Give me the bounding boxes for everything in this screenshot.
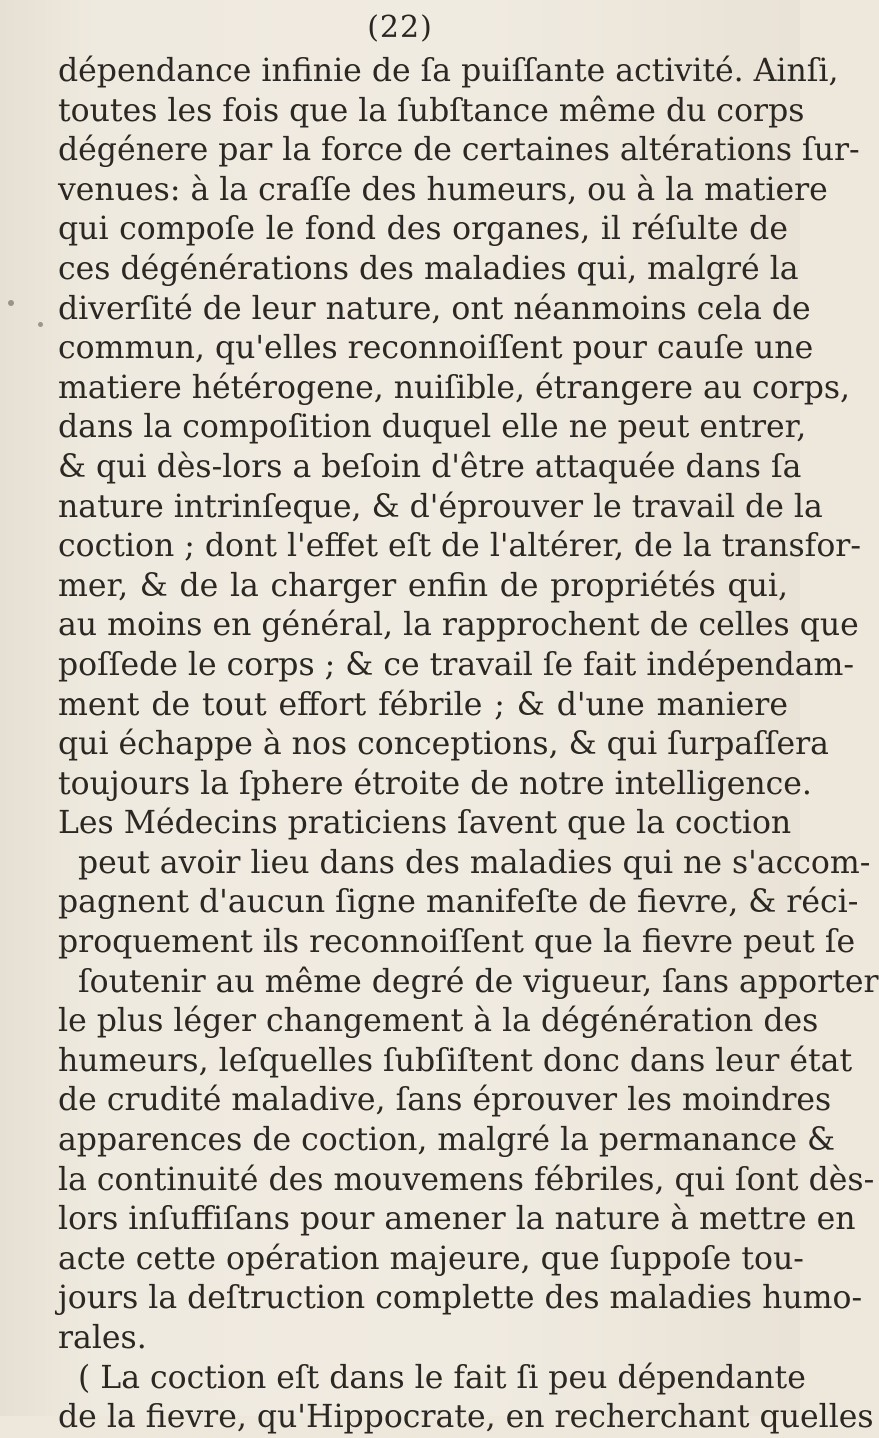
text-line: jours la deſtruction complette des maladies humo- xyxy=(58,1280,863,1317)
text-line: venues: à la craſſe des humeurs, ou à la matiere xyxy=(58,171,828,208)
paper-speck xyxy=(8,300,14,306)
text-line: qui échappe à nos conceptions, & qui ſurpaſſera xyxy=(58,726,829,763)
text-line: de la fievre, qu'Hippocrate, en recherchant quelles xyxy=(58,1399,874,1436)
text-line: diverſité de leur nature, ont néanmoins cela de xyxy=(58,290,811,327)
text-line: dégénere par la force de certaines altérations ſur- xyxy=(58,132,860,169)
text-line: Les Médecins praticiens ſavent que la coction xyxy=(58,805,792,842)
text-line: dans la compoſition duquel elle ne peut entrer, xyxy=(58,409,807,446)
text-line: la continuité des mouvemens fébriles, qui ſont dès- xyxy=(58,1161,875,1198)
text-line: humeurs, leſquelles ſubſiſtent donc dans leur état xyxy=(58,1042,853,1079)
text-line: apparences de coction, malgré la permanance & xyxy=(58,1122,836,1159)
text-line: commun, qu'elles reconnoiſſent pour cauſe une xyxy=(58,330,814,367)
text-line: acte cette opération majeure, que ſuppoſe tou- xyxy=(58,1240,804,1277)
text-line: le plus léger changement à la dégénération des xyxy=(58,1003,819,1040)
text-line: proquement ils reconnoiſſent que la fievre peut ſe xyxy=(58,924,856,961)
text-line: au moins en général, la rapprochent de celles que xyxy=(58,607,859,644)
text-line: mer, & de la charger enfin de propriétés qui, xyxy=(58,567,788,604)
text-line: matiere hétérogene, nuiſible, étrangere au corps, xyxy=(58,369,851,406)
text-line: & qui dès-lors a beſoin d'être attaquée dans ſa xyxy=(58,448,802,485)
paper-speck xyxy=(38,322,43,327)
text-line: ( La coction eſt dans le fait ſi peu dépendante xyxy=(78,1359,806,1396)
text-line: toutes les fois que la ſubſtance même du corps xyxy=(58,92,805,129)
text-line: peut avoir lieu dans des maladies qui ne s'accom- xyxy=(78,844,871,881)
text-line: lors inſuffiſans pour amener la nature à mettre en xyxy=(58,1201,856,1238)
page-number: (22) xyxy=(367,10,433,45)
text-line: dépendance infinie de ſa puiſſante activité. Ainſi, xyxy=(58,53,839,89)
text-line: de crudité maladive, ſans éprouver les moindres xyxy=(58,1082,832,1119)
text-line: ment de tout effort fébrile ; & d'une maniere xyxy=(58,686,788,723)
text-line: qui compoſe le fond des organes, il réſulte de xyxy=(58,211,788,248)
text-line: ces dégénérations des maladies qui, malgré la xyxy=(58,250,799,287)
text-line: ſoutenir au même degré de vigueur, ſans apporter xyxy=(78,963,879,1000)
body-text xyxy=(58,52,879,1438)
text-line: coction ; dont l'effet eſt de l'altérer, de la transfor- xyxy=(58,528,861,565)
text-line: rales. xyxy=(58,1320,147,1356)
text-line: nature intrinſeque, & d'éprouver le travail de la xyxy=(58,488,823,525)
text-line: toujours la ſphere étroite de notre intelligence. xyxy=(58,765,812,802)
text-line: poſſede le corps ; & ce travail ſe fait indépendam- xyxy=(58,646,855,683)
text-line: pagnent d'aucun ſigne manifeſte de fievre, & réci- xyxy=(58,884,859,921)
